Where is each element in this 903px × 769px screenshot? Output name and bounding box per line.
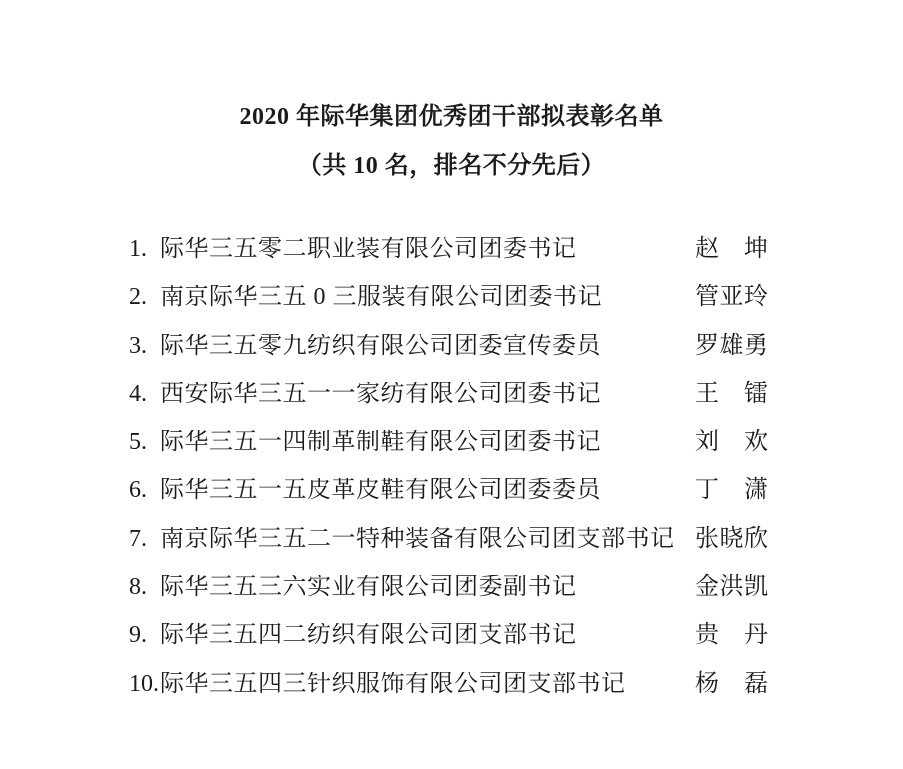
item-number: 6.: [129, 477, 147, 504]
document-title: 2020 年际华集团优秀团干部拟表彰名单: [239, 104, 664, 130]
item-person-name: 王 镭: [695, 380, 769, 407]
item-number: 5.: [129, 429, 147, 456]
item-person-name: 杨 磊: [695, 670, 769, 697]
list-item: [129, 672, 773, 697]
item-person-name: 贵 丹: [695, 622, 769, 649]
item-position: 际华三五三六实业有限公司团委副书记: [160, 575, 577, 601]
list-item: [129, 623, 773, 648]
item-person-name: 刘 欢: [695, 429, 769, 456]
list-item: [129, 430, 773, 455]
list-item: [129, 237, 773, 262]
item-position: 南京际华三五 0 三服装有限公司团委书记: [160, 285, 602, 311]
item-position: 际华三五四三针织服饰有限公司团支部书记: [160, 671, 626, 697]
item-number: 4.: [129, 380, 147, 407]
item-person-name: 赵 坤: [695, 236, 769, 262]
list-item: [129, 478, 773, 503]
list-item: [129, 575, 773, 600]
item-number: 3.: [129, 332, 147, 359]
item-number: 10.: [129, 670, 159, 697]
item-person-name: 张晓欣: [695, 525, 769, 552]
item-number: 8.: [129, 574, 147, 601]
item-number: 9.: [129, 622, 147, 649]
item-number: 7.: [129, 525, 147, 552]
commendation-list: [129, 237, 773, 697]
list-item: [129, 527, 773, 552]
item-number: 2.: [129, 284, 147, 311]
item-position: 际华三五四二纺织有限公司团支部书记: [160, 623, 577, 649]
list-item: [129, 334, 773, 359]
list-item: [129, 285, 773, 310]
item-position: 际华三五一五皮革皮鞋有限公司团委委员: [160, 478, 601, 504]
item-number: 1.: [129, 236, 147, 262]
item-position: 西安际华三五一一家纺有限公司团委书记: [160, 381, 601, 407]
item-person-name: 管亚玲: [695, 284, 769, 311]
item-position: 际华三五一四制革制鞋有限公司团委书记: [160, 430, 601, 456]
item-person-name: 罗雄勇: [695, 332, 769, 359]
item-person-name: 金洪凯: [695, 574, 769, 601]
item-position: 际华三五零二职业装有限公司团委书记: [160, 237, 577, 262]
item-position: 际华三五零九纺织有限公司团委宣传委员: [160, 333, 601, 359]
document-subtitle: （共 10 名，排名不分先后）: [297, 153, 606, 179]
item-person-name: 丁 潇: [695, 477, 769, 504]
item-position: 南京际华三五二一特种装备有限公司团支部书记: [160, 526, 675, 552]
list-item: [129, 382, 773, 407]
